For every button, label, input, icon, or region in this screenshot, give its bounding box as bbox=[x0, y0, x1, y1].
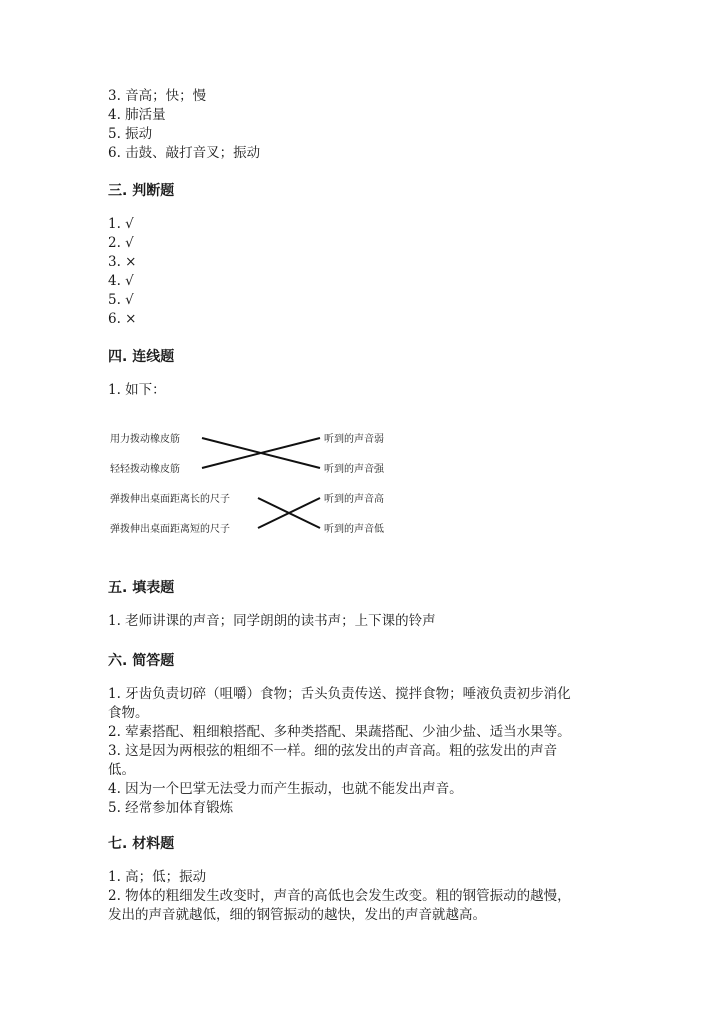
section-title-table: 五. 填表题 bbox=[108, 580, 175, 596]
answer-line: 1. 牙齿负责切碎（咀嚼）食物；舌头负责传送、搅拌食物；唾液负责初步消化 bbox=[108, 686, 571, 702]
answer-line: 5. 经常参加体育锻炼 bbox=[108, 800, 234, 816]
diagram-left-label: 弹拨伸出桌面距离短的尺子 bbox=[110, 524, 230, 535]
matching-diagram bbox=[108, 420, 408, 545]
diagram-right-label: 听到的声音低 bbox=[324, 524, 384, 535]
section-title-judgement: 三. 判断题 bbox=[108, 183, 175, 199]
diagram-right-label: 听到的声音弱 bbox=[324, 434, 384, 445]
answer-line: 5. √ bbox=[108, 292, 134, 308]
diagram-right-label: 听到的声音高 bbox=[324, 494, 384, 505]
section-title-short-answer: 六. 简答题 bbox=[108, 653, 175, 669]
answer-line: 2. 物体的粗细发生改变时，声音的高低也会发生改变。粗的钢管振动的越慢， bbox=[108, 888, 571, 904]
answer-line: 2. 荤素搭配、粗细粮搭配、多种类搭配、果蔬搭配、少油少盐、适当水果等。 bbox=[108, 724, 571, 740]
answer-line: 6. × bbox=[108, 311, 137, 327]
diagram-left-label: 轻轻拨动橡皮筋 bbox=[110, 464, 180, 475]
section-title-matching: 四. 连线题 bbox=[108, 349, 175, 365]
answer-line: 低。 bbox=[108, 762, 135, 778]
answer-line: 1. 如下： bbox=[108, 382, 166, 398]
answer-line: 1. 老师讲课的声音；同学朗朗的读书声；上下课的铃声 bbox=[108, 613, 436, 629]
answer-line: 食物。 bbox=[108, 705, 149, 721]
answer-line: 1. 高；低；振动 bbox=[108, 869, 207, 885]
answer-line: 4. 肺活量 bbox=[108, 107, 166, 123]
answer-line: 3. 这是因为两根弦的粗细不一样。细的弦发出的声音高。粗的弦发出的声音 bbox=[108, 743, 558, 759]
answer-line: 1. √ bbox=[108, 216, 134, 232]
answer-line: 4. 因为一个巴掌无法受力而产生振动，也就不能发出声音。 bbox=[108, 781, 463, 797]
diagram-left-label: 用力拨动橡皮筋 bbox=[110, 434, 180, 445]
answer-line: 3. 音高；快；慢 bbox=[108, 88, 207, 104]
section-title-material: 七. 材料题 bbox=[108, 836, 175, 852]
answer-line: 3. × bbox=[108, 254, 137, 270]
answer-line: 5. 振动 bbox=[108, 126, 153, 142]
diagram-left-label: 弹拨伸出桌面距离长的尺子 bbox=[110, 494, 230, 505]
answer-line: 2. √ bbox=[108, 235, 134, 251]
answer-line: 4. √ bbox=[108, 273, 134, 289]
answer-line: 发出的声音就越低，细的钢管振动的越快，发出的声音就越高。 bbox=[108, 907, 486, 923]
diagram-right-label: 听到的声音强 bbox=[324, 464, 384, 475]
answer-line: 6. 击鼓、敲打音叉；振动 bbox=[108, 145, 261, 161]
